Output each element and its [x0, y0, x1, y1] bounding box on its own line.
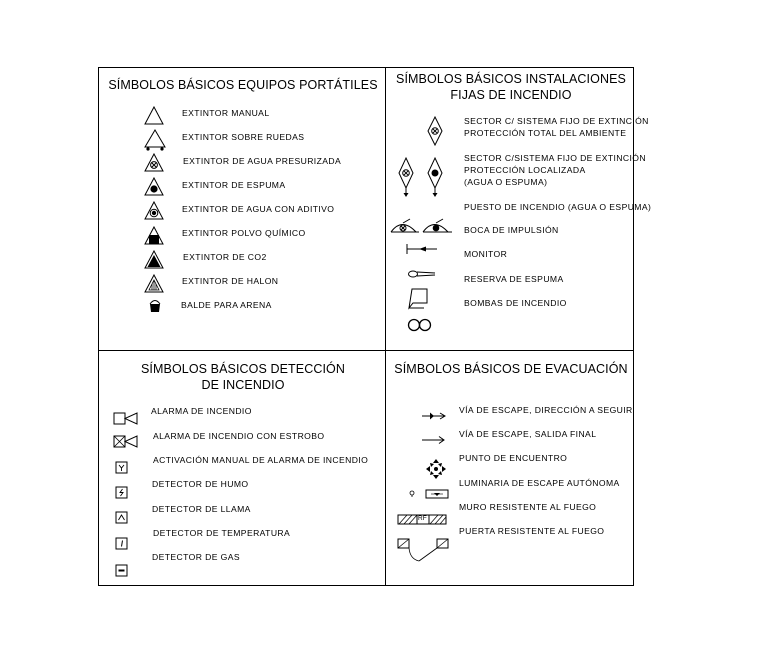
panel-detection-title-line: DE INCENDIO — [201, 378, 285, 392]
panel-fixed-title — [389, 71, 633, 103]
fixed-item-label: RESERVA DE ESPUMA — [464, 274, 564, 284]
symbol-legend-sheet — [98, 67, 652, 586]
portable-item-label: EXTINTOR DE HALON — [182, 276, 279, 286]
triangle-hatched-icon — [143, 273, 165, 295]
fire-pump-icon — [404, 287, 436, 333]
panel-detection-title-line: SÍMBOLOS BÁSICOS DETECCIÓN — [140, 362, 346, 376]
evacuation-item-label: LUMINARIA DE ESCAPE AUTÓNOMA — [459, 478, 620, 488]
hydrant-outlet-icon — [390, 215, 456, 235]
portable-item-label: EXTINTOR DE ESPUMA — [182, 180, 286, 190]
panel-evacuation-title: SÍMBOLOS BÁSICOS DE EVACUACIÓN — [394, 362, 628, 376]
triangle-crossed-circle-icon — [143, 152, 165, 174]
smoke-detector-icon — [115, 486, 129, 500]
detection-item-label: ACTIVACIÓN MANUAL DE ALARMA DE INCENDIO — [153, 455, 369, 465]
meeting-point-icon — [425, 458, 447, 480]
exit-arrow-icon — [421, 434, 447, 446]
fixed-item-label — [464, 115, 649, 139]
alarm-strobe-icon — [113, 434, 139, 450]
detection-item-label: DETECTOR DE GAS — [152, 552, 240, 562]
evacuation-item-label: VÍA DE ESCAPE, DIRECCIÓN A SEGUIR — [459, 405, 633, 415]
fixed-item-label-line: (AGUA O ESPUMA) — [464, 177, 548, 187]
fixed-item-label: BOCA DE IMPULSIÓN — [464, 225, 559, 235]
foam-reserve-icon — [407, 268, 437, 280]
gas-detector-icon — [115, 564, 129, 578]
alarm-horn-icon — [113, 411, 139, 427]
monitor-nozzle-icon — [405, 243, 439, 255]
portable-item-label: EXTINTOR DE AGUA CON ADITIVO — [182, 204, 335, 214]
triangle-filled-circle-icon — [143, 176, 165, 198]
fixed-item-label: PUESTO DE INCENDIO (AGUA O ESPUMA) — [464, 202, 652, 212]
fixed-item-label-line: SECTOR C/ SISTEMA FIJO DE EXTINCIÓN — [464, 116, 649, 126]
portable-item-label: EXTINTOR MANUAL — [182, 108, 270, 118]
portable-item-label: EXTINTOR DE AGUA PRESURIZADA — [183, 156, 342, 166]
horizontal-divider — [99, 350, 633, 351]
evacuation-item-label: PUERTA RESISTENTE AL FUEGO — [459, 526, 605, 536]
flame-detector-icon — [115, 511, 129, 525]
double-diamond-icon — [396, 157, 448, 199]
heat-detector-icon — [115, 537, 129, 551]
detection-item-label: DETECTOR DE HUMO — [152, 479, 249, 489]
diamond-crossed-circle-icon — [426, 116, 444, 148]
triangle-filled-square-icon — [143, 225, 165, 247]
fixed-item-label: BOMBAS DE INCENDIO — [464, 298, 567, 308]
portable-item-label: BALDE PARA ARENA — [181, 300, 272, 310]
detection-item-label: ALARMA DE INCENDIO — [151, 406, 252, 416]
triangle-outline-icon — [143, 105, 165, 127]
evacuation-item-label: PUNTO DE ENCUENTRO — [459, 453, 568, 463]
portable-item-label: EXTINTOR DE CO2 — [183, 252, 267, 262]
bucket-icon — [147, 298, 163, 314]
fixed-item-label — [464, 152, 646, 188]
panel-fixed-title-line: FIJAS DE INCENDIO — [450, 88, 572, 102]
detection-item-label: ALARMA DE INCENDIO CON ESTROBO — [153, 431, 325, 441]
triangle-filled-triangle-icon — [143, 249, 165, 271]
triangle-wheels-icon — [143, 128, 167, 152]
fire-door-icon — [397, 537, 451, 565]
triangle-circle-dot-icon — [143, 200, 165, 222]
detection-item-label: DETECTOR DE TEMPERATURA — [153, 528, 291, 538]
portable-item-label: EXTINTOR POLVO QUÍMICO — [182, 228, 306, 238]
panel-detection-title — [103, 361, 383, 393]
fire-wall-tag: RF — [418, 515, 427, 522]
manual-pull-station-icon — [115, 461, 129, 475]
panel-fixed-title-line: SÍMBOLOS BÁSICOS INSTALACIONES — [396, 72, 626, 86]
evacuation-item-label: MURO RESISTENTE AL FUEGO — [459, 502, 597, 512]
emergency-light-icon — [407, 488, 451, 502]
detection-item-label: DETECTOR DE LLAMA — [152, 504, 251, 514]
evacuation-item-label: VÍA DE ESCAPE, SALIDA FINAL — [459, 429, 597, 439]
fixed-item-label-line: SECTOR C/SISTEMA FIJO DE EXTINCIÓN — [464, 153, 646, 163]
route-arrow-icon — [421, 410, 447, 422]
panel-portable-title: SÍMBOLOS BÁSICOS EQUIPOS PORTÁTILES — [108, 78, 378, 92]
fixed-item-label: MONITOR — [464, 249, 508, 259]
vertical-divider — [385, 68, 386, 585]
portable-item-label: EXTINTOR SOBRE RUEDAS — [182, 132, 305, 142]
fixed-item-label-line: PROTECCIÓN TOTAL DEL AMBIENTE — [464, 128, 627, 138]
fixed-item-label-line: PROTECCIÓN LOCALIZADA — [464, 165, 586, 175]
